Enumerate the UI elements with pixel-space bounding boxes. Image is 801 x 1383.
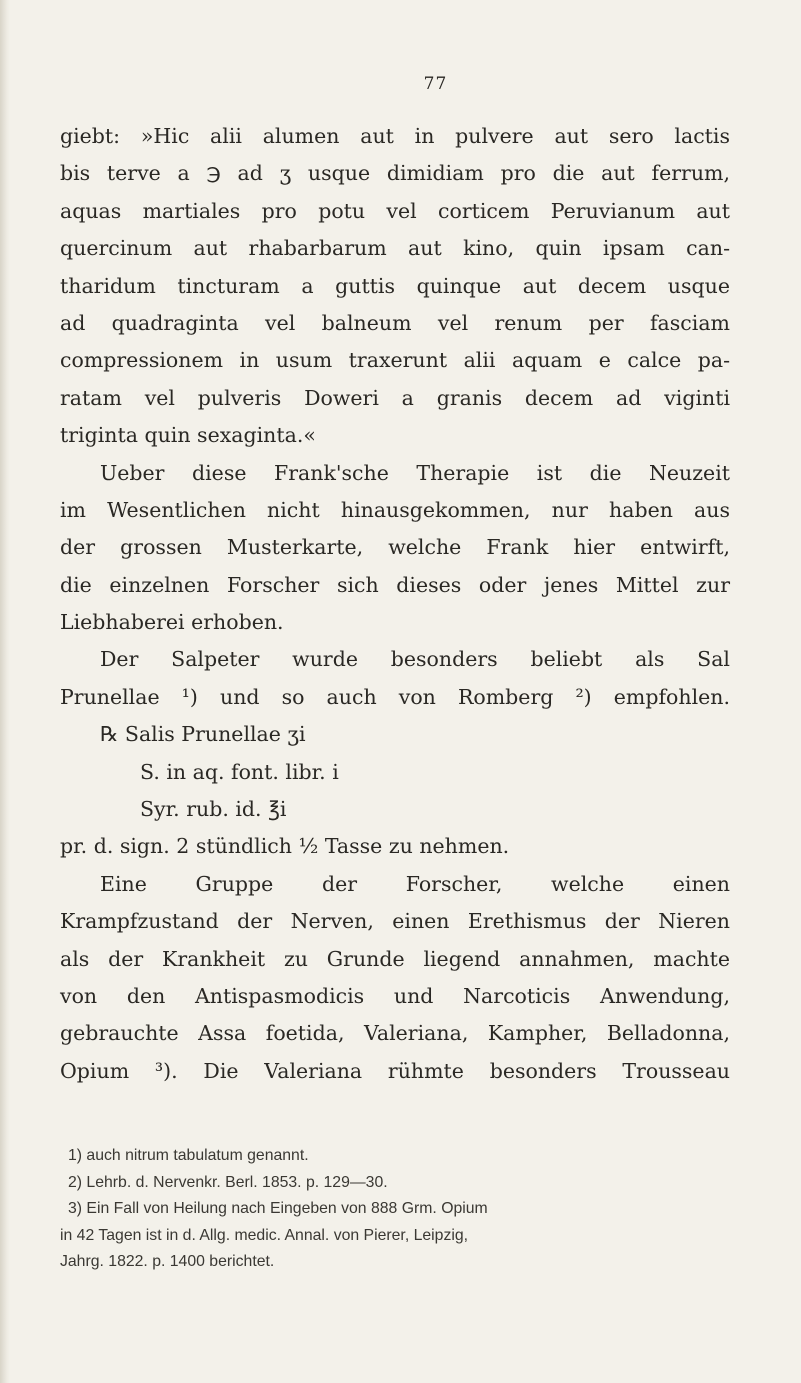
page-edge-shadow xyxy=(0,0,10,1383)
text-line: gebrauchte Assa foetida, Valeriana, Kampher, Belladonna, xyxy=(60,1021,730,1046)
footnote: 1) auch nitrum tabulatum genannt. xyxy=(68,1147,309,1164)
recipe-line: Syr. rub. id. ℥i xyxy=(140,797,287,822)
text-line: tharidum tincturam a guttis quinque aut decem usque xyxy=(60,273,730,298)
page-number: 77 xyxy=(423,74,448,94)
text-line: Eine Gruppe der Forscher, welche einen xyxy=(100,871,730,896)
footnotes xyxy=(60,1143,730,1276)
text-line: der grossen Musterkarte, welche Frank hier entwirft, xyxy=(60,535,730,560)
recipe-line: ℞ Salis Prunellae ʒi xyxy=(100,722,306,747)
text-line: von den Antispasmodicis und Narcoticis Anwendung, xyxy=(60,983,730,1008)
text-line: Prunellae ¹) und so auch von Romberg ²) empfohlen. xyxy=(60,684,730,709)
text-line: Ueber diese Frank'sche Therapie ist die Neuzeit xyxy=(100,460,730,485)
text-line: im Wesentlichen nicht hinausgekommen, nur haben aus xyxy=(60,497,730,522)
text-line: quercinum aut rhabarbarum aut kino, quin ipsam can- xyxy=(60,236,730,261)
footnote-continuation: Jahrg. 1822. p. 1400 berichtet. xyxy=(60,1253,275,1270)
text-line: Der Salpeter wurde besonders beliebt als Sal xyxy=(100,647,730,672)
text-line: ratam vel pulveris Doweri a granis decem ad viginti xyxy=(60,385,730,410)
text-line: als der Krankheit zu Grunde liegend annahmen, machte xyxy=(60,946,730,971)
text-line: Liebhaberei erhoben. xyxy=(60,610,284,635)
text-line: pr. d. sign. 2 stündlich ½ Tasse zu nehmen. xyxy=(60,834,510,859)
footnote-continuation: in 42 Tagen ist in d. Allg. medic. Annal. von Pierer, Leipzig, xyxy=(60,1226,469,1244)
text-line: die einzelnen Forscher sich dieses oder jenes Mittel zur xyxy=(60,572,730,597)
text-line: Opium ³). Die Valeriana rühmte besonders Trousseau xyxy=(60,1058,730,1083)
recipe-line: S. in aq. font. libr. i xyxy=(140,759,339,784)
text-line: compressionem in usum traxerunt alii aquam e calce pa- xyxy=(60,348,730,373)
footnote: 2) Lehrb. d. Nervenkr. Berl. 1853. p. 129—30. xyxy=(68,1173,388,1191)
text-line: Krampfzustand der Nerven, einen Erethismus der Nieren xyxy=(60,909,730,934)
text-line: aquas martiales pro potu vel corticem Peruvianum aut xyxy=(60,198,730,223)
text-line: bis terve a ℈ ad ʒ usque dimidiam pro die aut ferrum, xyxy=(60,161,730,186)
main-text xyxy=(60,118,730,1090)
text-line: triginta quin sexaginta.« xyxy=(60,423,316,448)
text-line: giebt: »Hic alii alumen aut in pulvere aut sero lactis xyxy=(60,124,730,148)
footnote: 3) Ein Fall von Heilung nach Eingeben von 888 Grm. Opium xyxy=(68,1200,488,1217)
text-line: ad quadraginta vel balneum vel renum per fasciam xyxy=(60,310,730,335)
